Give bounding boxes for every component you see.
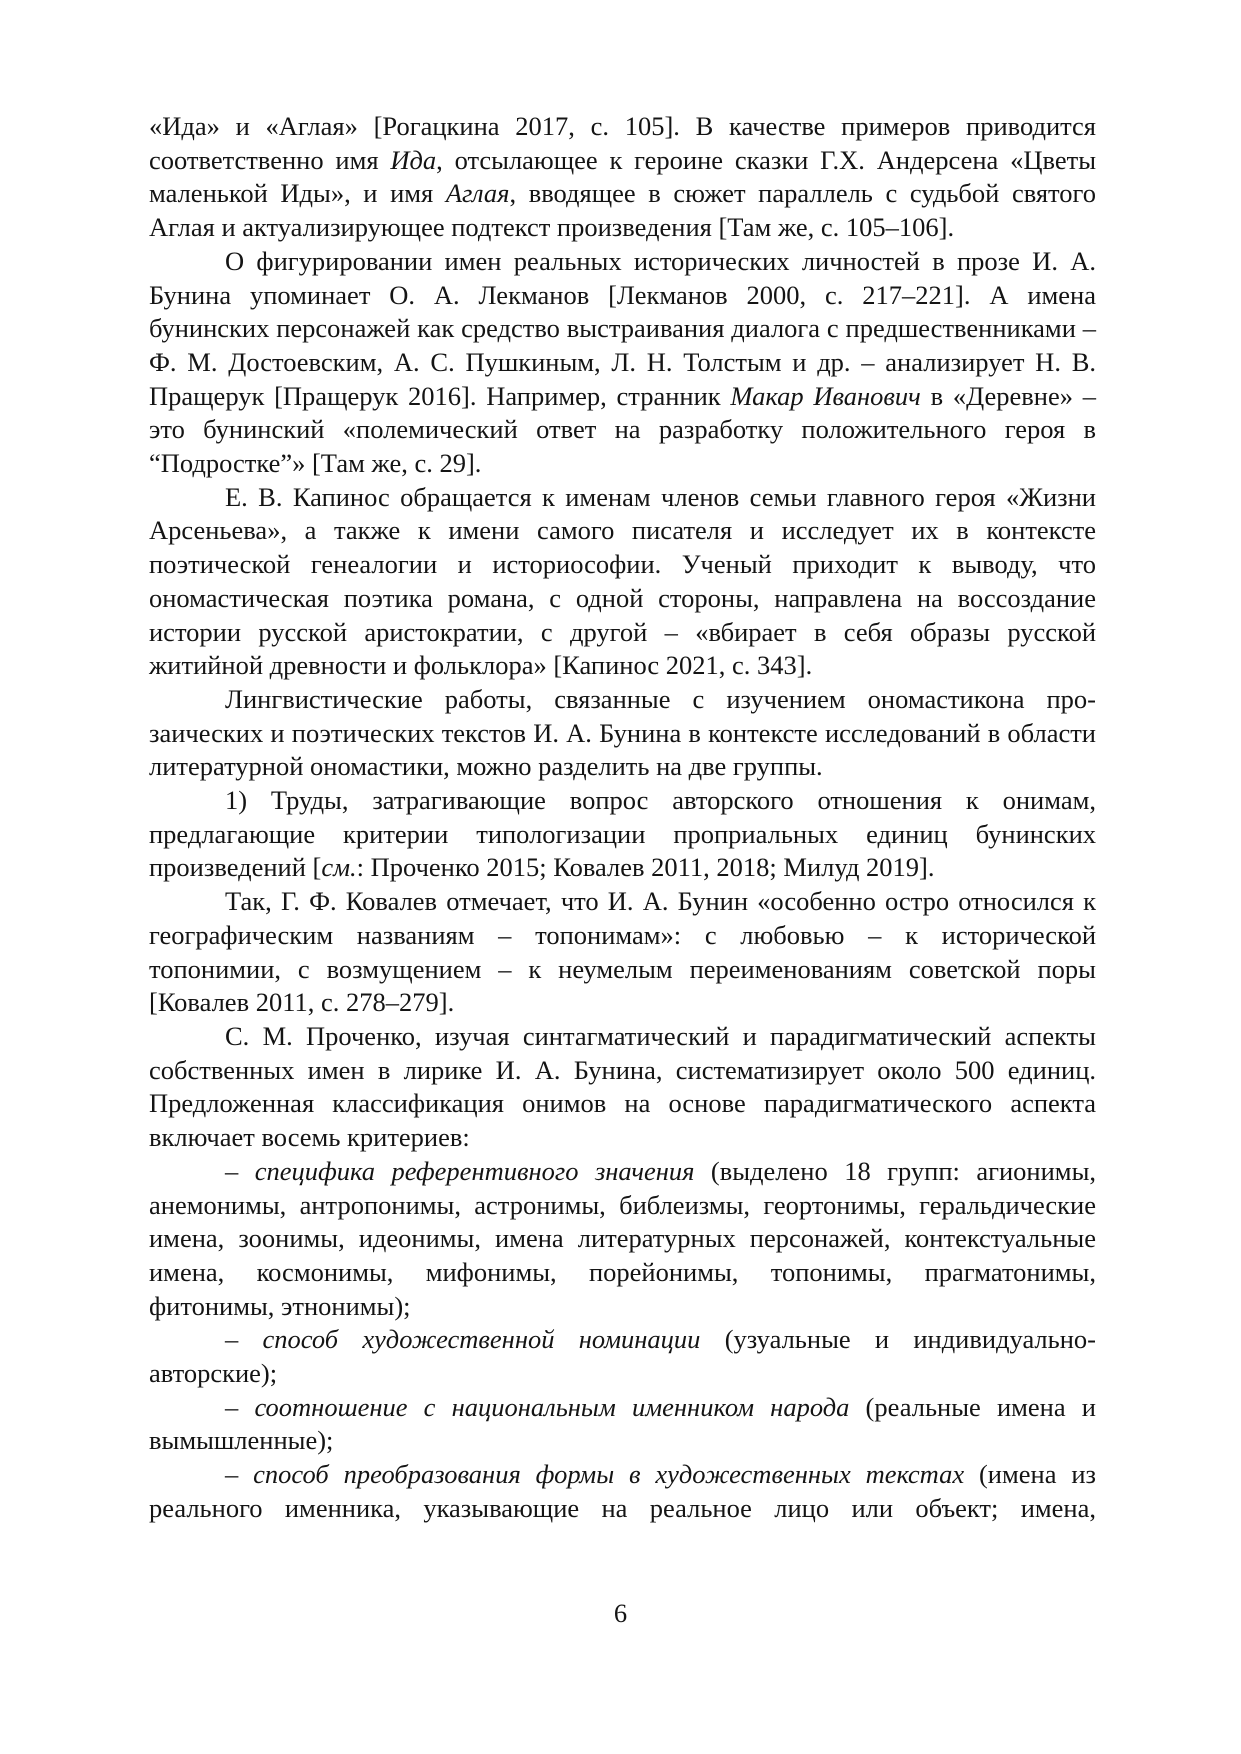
text-run: Лингвистические работы, связанные с изучением ономастикона прозаических и поэтических текстов И. А. Бунина в контексте исследований в области литературной ономастики, можно разделить на две группы. [149,683,1096,782]
italic-term: Ида [390,144,437,175]
paragraph-6 [149,885,1096,1020]
italic-term: соотношение с национальным именником народа [254,1391,850,1422]
page-number: 6 [613,1598,628,1628]
text-run: , отсылающее к героине сказки Г.Х. Андерсена «Цветы маленькой Иды», и имя [149,144,1096,209]
italic-term: см. [321,852,357,883]
text-run: «Ида» и «Аглая» [Рогацкина 2017, с. 105]. В качестве примеров приводится соответственно имя [149,111,1096,175]
paragraph-7 [149,1020,1096,1155]
body-text [149,110,1096,1526]
text-run: – [225,1391,255,1422]
text-run: – [225,1324,263,1355]
text-run: (реальные имена и вымышленные); [149,1391,1096,1456]
text-run: Так, Г. Ф. Ковалев отмечает, что И. А. Бунин «особенно остро относился к географическим названиям – топонимам»: с любовью – к исторической топонимии, с возмущением – к неумелым переименованиям советской поры [Ковалев 2011, с. 278–279]. [149,886,1096,1018]
text-run: (узуальные и индивидуально-авторские); [149,1324,1096,1389]
text-run: Е. В. Капинос обращается к именам членов семьи главного героя «Жизни Арсеньева», а также к имени самого писателя и исследует их в контексте поэтической генеалогии и историософии. Ученый приходит к выводу, что ономастическая поэтика романа, с одной стороны, направлена на воссоздание истории русской аристократии, с другой – «вбирает в себя образы русской житийной древности и фольклора» [Капинос 2021, с. 343]. [149,481,1096,681]
text-run: 1) Труды, затрагивающие вопрос авторского отношения к онимам, предлагающие критерии типологизации проприальных единиц бунинских произведений [ [149,785,1096,883]
text-run: (имена из реального именника, указывающие на реальное лицо или объект; имена, [149,1459,1096,1523]
paragraph-5 [149,784,1096,885]
text-run: (выделено 18 групп: агионимы, анемонимы, антропонимы, астронимы, библеизмы, геортонимы, геральдические имена, зоонимы, идеонимы, имена литературных персонажей, контекстуальные имена, космонимы, мифонимы, порейонимы, топонимы, прагматонимы, фитонимы, этнонимы); [149,1155,1096,1321]
italic-term: Макар Иванович [730,380,921,411]
paragraph-4 [149,683,1096,784]
italic-term: способ художественной номинации [262,1324,701,1355]
text-run: С. М. Проченко, изучая синтагматический и парадигматический аспекты собственных имен в лирике И. А. Бунина, систематизирует около 500 единиц. Предложенная классификация онимов на основе парадигматического аспекта включает восемь критериев: [149,1020,1096,1153]
criterion-item-2 [149,1323,1096,1390]
criterion-item-1 [149,1155,1096,1324]
paragraph-3 [149,481,1096,683]
text-run: – [225,1459,254,1490]
italic-term: Аглая [445,178,510,209]
criterion-item-3 [149,1391,1096,1458]
italic-term: специфика референтивного значения [254,1155,695,1186]
criterion-item-4 [149,1458,1096,1525]
text-run: О фигурировании имен реальных исторических личностей в прозе И. А. Бунина упоминает О. А. Лекманов [Лекманов 2000, с. 217–221]. А имена бунинских персонажей как средство выстраивания диалога с предшественниками – Ф. М. Достоевским, А. С. Пушкиным, Л. Н. Толстым и др. – анализирует Н. В. Пращерук [Пращерук 2016]. Например, странник [149,245,1096,411]
italic-term: способ преобразования формы в художественных текстах [253,1459,965,1490]
paragraph-1 [149,110,1096,245]
paragraph-2 [149,245,1096,481]
text-run: : Проченко 2015; Ковалев 2011, 2018; Милуд 2019]. [356,852,935,883]
text-run: – [225,1155,255,1186]
text-run: в «Деревне» – это бунинский «полемический ответ на разработку положительного героя в “Подростке”» [Там же, с. 29]. [149,380,1096,479]
text-run: , вводящее в сюжет параллель с судьбой святого Аглая и актуализирующее подтекст произведения [Там же, с. 105–106]. [149,178,1097,243]
